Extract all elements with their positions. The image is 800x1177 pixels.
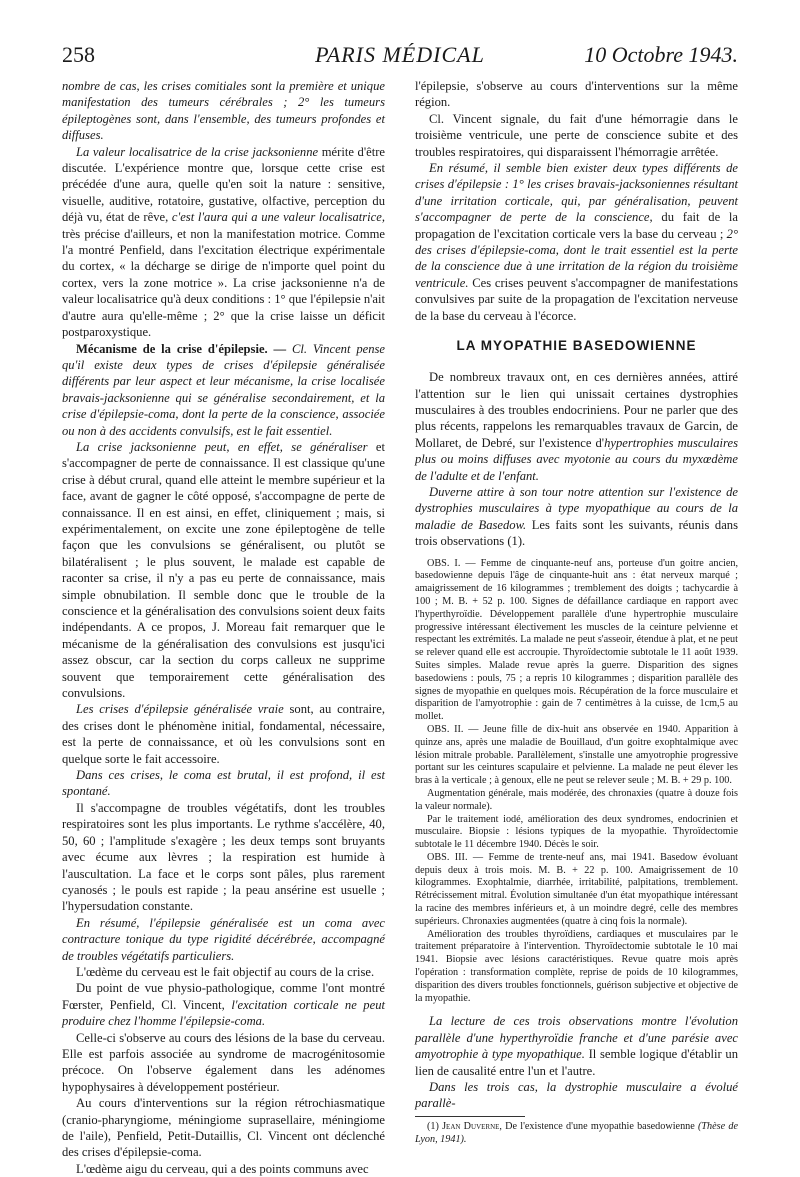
page-number: 258 (62, 42, 95, 67)
journal-title: PARIS MÉDICAL (315, 42, 485, 67)
paragraph: L'œdème du cerveau est le fait objectif au cours de la crise. (76, 964, 375, 979)
paragraph: La lecture de ces trois observations montre l'évolution parallèle d'une hyperthyroïdie franche et d'une parésie avec amyotrophie à type myopathique. Il semble logique d'établir un lien de causalité entre l'un et l'autre. (415, 1014, 739, 1078)
observation-1: OBS. I. — Femme de cinquante-neuf ans, porteuse d'un goitre ancien, basedowienne depuis l'âge de cinquante-huit ans : état nerveux marqué ; amaigrissement de 16 kilogrammes ; tremblement des doigts ; tachycardie à 100 ; M. B. + 52 p. 100. Signes de défaillance cardiaque en rapport avec l'hyperthyroïdie. Développement parallèle d'une hypertrophie musculaire progressive intéressant électivement les muscles de la ceinture pelvienne et respectant les extrémités. La malade ne peut s'asseoir, étendue à plat, et ne peut se relever quand elle est accroupie. Thyroïdectomie subtotale le 11 août 1939. Suites simples. Malade revue après la guerre. Disparition des signes basedowiens : pouls, 75 ; a repris 10 kilogrammes ; disparition parallèle des signes de myopathie en quelques mois. Récupération de la force musculaire et disparition de l'amyotrophie : gain de 7 centimètres à la cuisse, de 1cm,5 au mollet. (415, 557, 738, 723)
paragraph: La crise jacksonienne peut, en effet, se généraliser et s'accompagner de perte de connaissance. Il est classique qu'une crise à début crural, quand elle atteint le membre supérieur et la face, avant de gagner le côté opposé, s'accompagne de perte de connaissance. Il en est ainsi, en effet, cliniquement ; mais, si expérimentalement, on excite une zone épileptogène de telle façon que les convulsions se généralisent, ou plutôt se bilatéralisent ; le plus souvent, le malade est capable de raconter sa crise, il n'y a pas eu perte de connaissance, mais simple obnubilation. Il semble donc que le trouble de la conscience et la généralisation des convulsions soient deux faits indépendants. A ce propos, J. Moreau fait remarquer que le mécanisme de la généralisation des convulsions est jusqu'ici assez obscur, car la section du corps calleux ne supprime souvent que temporairement cette généralisation des convulsions. (62, 439, 385, 701)
paragraph: Dans ces crises, le coma est brutal, il est profond, il est spontané. (62, 768, 385, 799)
paragraph: En résumé, l'épilepsie généralisée est un coma avec contracture tonique du type rigidité décérébrée, accompagné de troubles végétatifs particuliers. (62, 915, 385, 963)
footnote-divider (415, 1116, 525, 1117)
observation-2-chronaxies: Augmentation générale, mais modérée, des chronaxies (quatre à douze fois la valeur normale). (415, 787, 738, 812)
paragraph: La valeur localisatrice de la crise jacksonienne mérite d'être discutée. L'expérience montre que, lorsque cette crise est précédée d'une aura, quelle qu'en soit la nature : sensitive, visuelle, auditive, rotatoire, gustative, olfactive, perception du déjà vu, état de rêve, c'est l'aura qui a une valeur localisatrice, très précise d'ailleurs, et non la manifestation motrice. Comme l'a montré Penfield, dans l'excitation électrique expérimentale du cortex, « la décharge se dirige de n'importe quel point du cortex, vers la zone motrice ». La crise jacksonienne n'a de valeur localisatrice qu'à deux conditions : 1° que l'épilepsie n'ait d'autre aura qu'elle-même ; 2° que la crise laisse un déficit postparoxystique. (62, 144, 386, 340)
subheading: Mécanisme de la crise d'épilepsie. — (76, 341, 293, 356)
page (62, 40, 739, 1176)
paragraph: l'épilepsie, s'observe au cours d'interventions sur la même région. (415, 79, 738, 110)
paragraph: Duverne attire à son tour notre attention sur l'existence de dystrophies musculaires à type myopathique au cours de la maladie de Basedow. Les faits sont les suivants, réunis dans trois observations (1). (415, 484, 738, 549)
paragraph: Au cours d'interventions sur la région rétrochiasmatique (cranio-pharyngiome, méningiome suprasellaire, méningiome de l'aile), Penfield, Petit-Dutaillis, Cl. Vincent ont déclenché des crises d'épilepsie-coma. (62, 1096, 385, 1160)
issue-date: 10 Octobre 1943. (584, 42, 738, 67)
page-header (62, 40, 738, 74)
paragraph: Cl. Vincent signale, du fait d'une hémorragie dans le troisième ventricule, une perte de conscience subite et des troubles respiratoires, qui disparaissent l'hémorragie arrêtée. (415, 111, 738, 159)
observation-2: OBS. II. — Jeune fille de dix-huit ans observée en 1940. Apparition à quinze ans, après une maladie de Bouillaud, d'un goitre exophtalmique avec lésion mitrale probable. Parallèlement, s'installe une amyotrophie progressive portant sur les ceintures scapulaire et pelvienne. La malade ne peut élever les bras à la verticale ; à genoux, elle ne peut se relever seule ; M. B. + 29 p. 100. (415, 723, 738, 787)
paragraph: Mécanisme de la crise d'épilepsie. — Cl. Vincent pense qu'il existe deux types de crises d'épilepsie généralisée différents par leur aspect et leur mécanisme, la crise localisée bravais-jacksonienne qui se généralise secondairement, et la crise d'épilepsie-coma, dont la perte de la conscience, associée ou non à des accidents convulsifs, est le fait essentiel. (62, 341, 385, 438)
observation-2-treatment: Par le traitement iodé, amélioration des deux syndromes, endocrinien et musculaire. Biopsie : lésions typiques de la myopathie. Thyroïdectomie subtotale le 11 décembre 1940. Décès le soir. (415, 813, 738, 851)
paragraph: Du point de vue physio-pathologique, comme l'ont montré Fœrster, Penfield, Cl. Vincent, l'excitation corticale ne peut produire chez l'homme l'épilepsie-coma. (62, 981, 385, 1029)
right-column (415, 78, 738, 1146)
paragraph: Les crises d'épilepsie généralisée vraie sont, au contraire, des crises dont le phénomène initial, fondamental, nécessaire, est la perte de connaissance, et où les convulsions sont en quelque sorte le fait accessoire. (62, 702, 385, 766)
paragraph: Dans les trois cas, la dystrophie musculaire a évolué parallè- (415, 1080, 738, 1111)
observation-3-outcome: Amélioration des troubles thyroïdiens, cardiaques et musculaires par le traitement préparatoire à l'intervention. Thyroïdectomie subtotale le 10 mai 1941. Biopsie avec lésions caractéristiques. Revue quatre mois après l'opération : transformation complète, reprise de poids de 10 kilogrammes, disparition des divers troubles fonctionnels, guérison subjective et objective de la myopathie. (415, 928, 738, 1004)
paragraph: nombre de cas, les crises comitiales sont la première et unique manifestation des tumeurs cérébrales ; 2° les tumeurs épileptogènes sont, dans l'ensemble, des tumeurs profondes et diffuses. (62, 79, 385, 143)
observation-3: OBS. III. — Femme de trente-neuf ans, mai 1941. Basedow évoluant depuis deux à trois mois. M. B. + 22 p. 100. Amaigrissement de 10 kilogrammes. Exophtalmie, diarrhée, irritabilité, palpitations, tremblement. Rétrécissement mitral. Évolution simultanée d'un état myopathique intéressant la racine des membres inférieurs et, à un moindre degré, celle des membres supérieurs. Chronaxies augmentées (quatre à cinq fois la normale). (415, 851, 738, 927)
left-column (62, 78, 385, 1177)
paragraph: En résumé, il semble bien exister deux types différents de crises d'épilepsie : 1° les crises bravais-jacksoniennes résultant d'une irritation corticale, qui, par généralisation, peuvent s'accompagner de perte de la conscience, du fait de la propagation de l'excitation corticale vers la base du cerveau ; 2° des crises d'épilepsie-coma, dont le trait essentiel est la perte de la conscience due à une irritation de la région du troisième ventricule. Ces crises peuvent s'accompagner de manifestations convulsives par suite de la propagation de l'excitation nerveuse de la base du cerveau à l'écorce. (415, 161, 738, 323)
section-title: LA MYOPATHIE BASEDOWIENNE (456, 338, 697, 354)
paragraph: Il s'accompagne de troubles végétatifs, dont les troubles respiratoires sont les plus importants. Le rythme s'accélère, 40, 50, 60 ; l'amplitude s'exagère ; les deux temps sont bruyants avec écume aux lèvres ; la respiration est humide à l'auscultation. La face et le corps sont pâles, plus rarement cyanosés ; le pouls est rapide ; la peau ansérine est usuelle ; l'hypersudation constante. (62, 800, 385, 914)
paragraph: L'œdème aigu du cerveau, qui a des points communs avec (76, 1161, 369, 1176)
footnote: (1) Jean Duverne, De l'existence d'une myopathie basedowienne (Thèse de Lyon, 1941). (415, 1120, 738, 1145)
paragraph: De nombreux travaux ont, en ces dernières années, attiré l'attention sur le lien qui unissait certaines dystrophies musculaires à des troubles endocriniens. Pour ne parler que des plus récents, rappelons les remarquables travaux de Garcin, de Mollaret, de Debré, sur l'existence d'hypertrophies musculaires plus ou moins diffuses avec myotonie au cours du myxœdème de l'adulte et de l'enfant. (415, 370, 738, 483)
paragraph: Celle-ci s'observe au cours des lésions de la base du cerveau. Elle est parfois associée au syndrome de macrogénitosomie précoce. On l'observe également dans les adénomes hypophysaires à développement postérieur. (62, 1030, 385, 1094)
